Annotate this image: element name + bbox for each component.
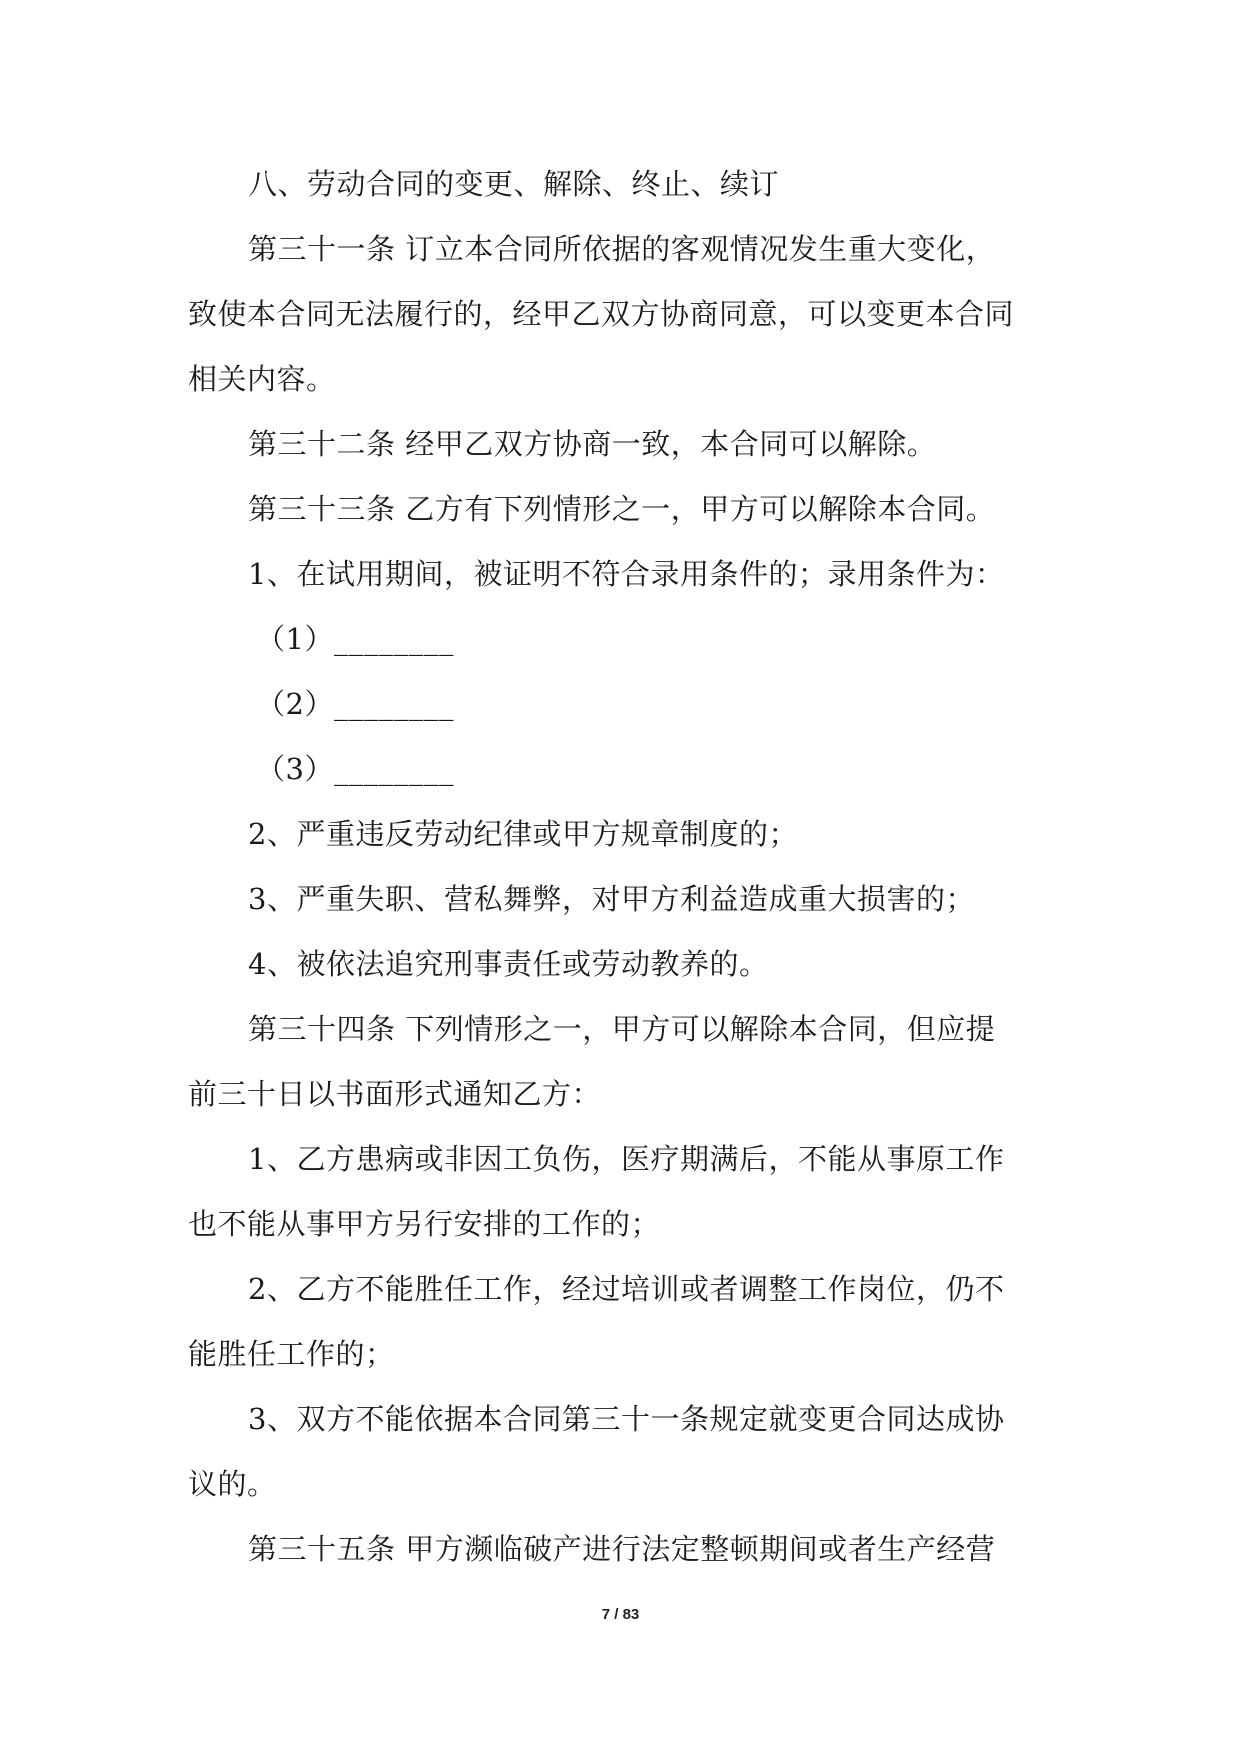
fill-in-blank: （1）________	[256, 622, 454, 656]
list-item: 3、双方不能依据本合同第三十一条规定就变更合同达成协	[248, 1402, 1005, 1436]
paragraph-line: 前三十日以书面形式通知乙方：	[188, 1077, 602, 1111]
paragraph-line: 相关内容。	[188, 362, 336, 396]
paragraph-line: 第三十五条 甲方濒临破产进行法定整顿期间或者生产经营	[248, 1532, 996, 1566]
list-item: 4、被依法追究刑事责任或劳动教养的。	[248, 947, 769, 981]
paragraph-line: 第三十二条 经甲乙双方协商一致，本合同可以解除。	[248, 427, 937, 461]
document-body	[188, 152, 1056, 1582]
list-item: 1、在试用期间，被证明不符合录用条件的；录用条件为：	[248, 557, 1005, 591]
list-item: 2、乙方不能胜任工作，经过培训或者调整工作岗位，仍不	[248, 1272, 1005, 1306]
paragraph-line: 致使本合同无法履行的，经甲乙双方协商同意，可以变更本合同	[188, 297, 1015, 331]
paragraph-line: 第三十四条 下列情形之一，甲方可以解除本合同，但应提	[248, 1012, 996, 1046]
paragraph-line: 第三十一条 订立本合同所依据的客观情况发生重大变化，	[248, 232, 996, 266]
page-number: 7 / 83	[601, 1606, 640, 1623]
fill-in-blank: （2）________	[256, 687, 454, 721]
paragraph-line: 也不能从事甲方另行安排的工作的；	[188, 1207, 661, 1241]
paragraph-line: 能胜任工作的；	[188, 1337, 395, 1371]
section-heading: 八、劳动合同的变更、解除、终止、续订	[248, 167, 780, 201]
list-item: 1、乙方患病或非因工负伤，医疗期满后，不能从事原工作	[248, 1142, 1005, 1176]
paragraph-line: 议的。	[188, 1467, 277, 1501]
paragraph-line: 第三十三条 乙方有下列情形之一，甲方可以解除本合同。	[248, 492, 996, 526]
fill-in-blank: （3）________	[256, 752, 454, 786]
list-item: 3、严重失职、营私舞弊，对甲方利益造成重大损害的；	[248, 882, 975, 916]
list-item: 2、严重违反劳动纪律或甲方规章制度的；	[248, 817, 798, 851]
